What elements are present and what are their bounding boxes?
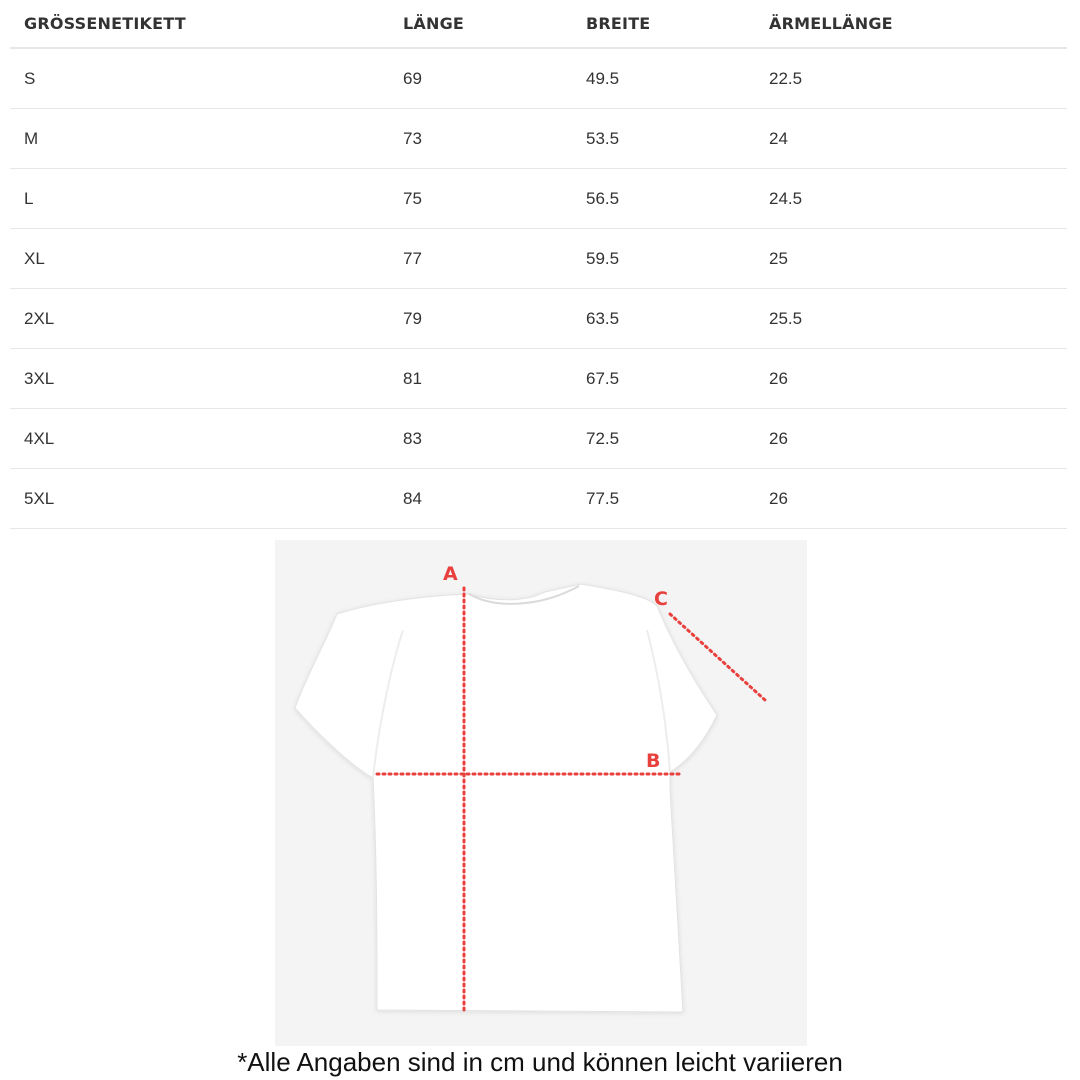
cell-sleeve: 22.5 [755,48,1067,109]
table-row [10,349,1067,409]
header-size-label: GRÖSSENETIKETT [10,0,389,48]
cell-length: 77 [389,229,572,289]
table-row [10,289,1067,349]
cell-size: XL [10,229,389,289]
label-b: B [646,750,661,772]
cell-size: M [10,109,389,169]
cell-length: 84 [389,469,572,529]
cell-size: S [10,48,389,109]
cell-sleeve: 25 [755,229,1067,289]
cell-length: 69 [389,48,572,109]
header-length: LÄNGE [389,0,572,48]
tshirt-diagram-svg [275,540,807,1046]
cell-sleeve: 24.5 [755,169,1067,229]
table-row [10,48,1067,109]
cell-width: 59.5 [572,229,755,289]
table-row [10,409,1067,469]
cell-sleeve: 25.5 [755,289,1067,349]
table-row [10,169,1067,229]
cell-size: L [10,169,389,229]
cell-size: 5XL [10,469,389,529]
cell-length: 73 [389,109,572,169]
cell-sleeve: 26 [755,469,1067,529]
label-a: A [443,563,458,585]
tshirt-icon [295,584,717,1012]
cell-size: 4XL [10,409,389,469]
table-row [10,229,1067,289]
cell-size: 3XL [10,349,389,409]
cell-length: 81 [389,349,572,409]
label-c: C [654,588,668,610]
header-sleeve-length: ÄRMELLÄNGE [755,0,1067,48]
cell-sleeve: 26 [755,409,1067,469]
cell-length: 79 [389,289,572,349]
table-row [10,109,1067,169]
header-width: BREITE [572,0,755,48]
measurement-footnote: *Alle Angaben sind in cm und können leicht variieren [237,1047,843,1077]
cell-width: 53.5 [572,109,755,169]
cell-sleeve: 24 [755,109,1067,169]
cell-width: 56.5 [572,169,755,229]
cell-width: 49.5 [572,48,755,109]
cell-length: 83 [389,409,572,469]
cell-size: 2XL [10,289,389,349]
cell-length: 75 [389,169,572,229]
tshirt-measurement-diagram [275,540,807,1046]
cell-width: 77.5 [572,469,755,529]
table-row [10,469,1067,529]
cell-width: 72.5 [572,409,755,469]
cell-width: 63.5 [572,289,755,349]
cell-sleeve: 26 [755,349,1067,409]
cell-width: 67.5 [572,349,755,409]
size-chart-table [10,0,1067,529]
table-header-row [10,0,1067,48]
